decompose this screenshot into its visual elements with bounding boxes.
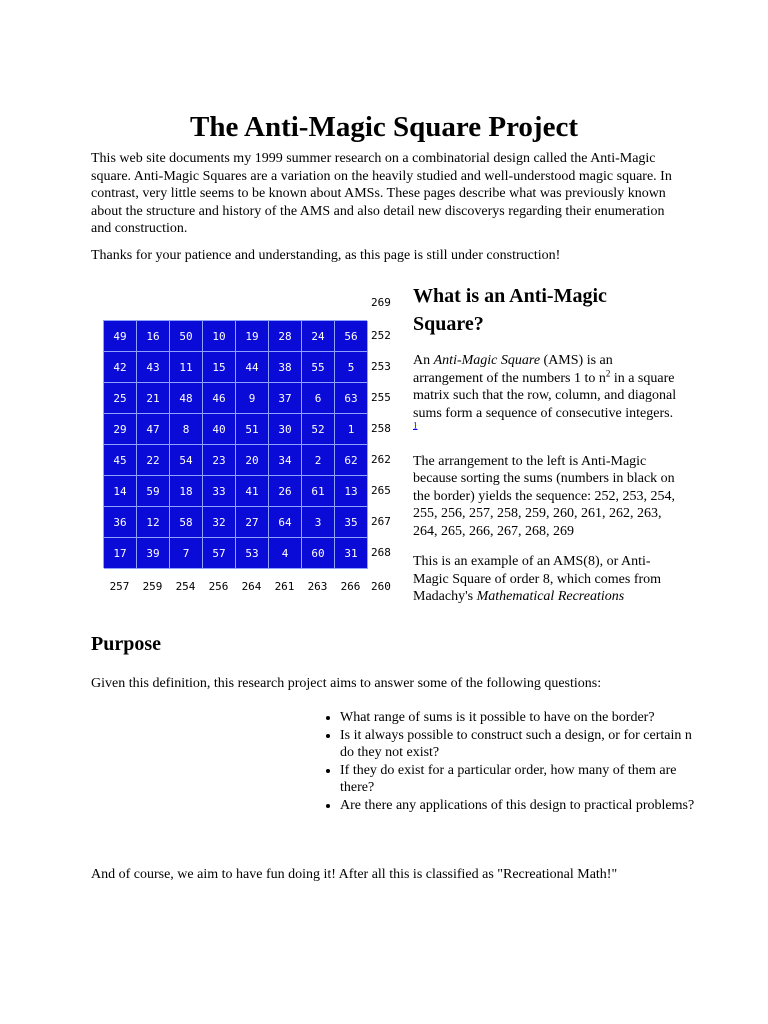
square-cell: 59 — [137, 476, 170, 507]
square-cell: 20 — [236, 445, 269, 476]
square-cell: 29 — [104, 414, 137, 445]
square-cell: 32 — [203, 507, 236, 538]
square-cell: 39 — [137, 538, 170, 569]
square-cell: 37 — [269, 383, 302, 414]
page-title: The Anti-Magic Square Project — [190, 111, 578, 144]
row-sum: 252 — [371, 329, 391, 342]
square-cell: 11 — [170, 352, 203, 383]
square-cell: 36 — [104, 507, 137, 538]
square-cell: 63 — [335, 383, 368, 414]
definition-paragraph: An Anti-Magic Square (AMS) is an arrangement of the numbers 1 to $n^2$ in a square matrix such that the row, column, and diagonal sums form a sequence of consecutive integers. $^1$ — [413, 353, 677, 431]
square-cell: 25 — [104, 383, 137, 414]
square-cell: 56 — [335, 321, 368, 352]
square-cell: 45 — [104, 445, 137, 476]
column-sum: 254 — [175, 580, 196, 593]
column-sum: 257 — [109, 580, 130, 593]
square-cell: 60 — [302, 538, 335, 569]
square-cell: 61 — [302, 476, 335, 507]
square-cell: 52 — [302, 414, 335, 445]
square-grid — [103, 320, 367, 568]
square-cell: 10 — [203, 321, 236, 352]
anti-magic-square — [103, 296, 403, 600]
column-sum: 261 — [274, 580, 295, 593]
questions-list — [316, 709, 700, 814]
square-cell: 18 — [170, 476, 203, 507]
square-cell: 23 — [203, 445, 236, 476]
question-item: • Are there any applications of this design to practical problems? — [340, 797, 700, 815]
square-cell: 16 — [137, 321, 170, 352]
square-cell: 44 — [236, 352, 269, 383]
question-item: • What range of sums is it possible to have on the border? — [340, 709, 700, 727]
square-cell: 43 — [137, 352, 170, 383]
square-cell: 47 — [137, 414, 170, 445]
row-sum: 268 — [371, 546, 391, 559]
square-cell: 40 — [203, 414, 236, 445]
column-sums — [103, 580, 404, 593]
column-sum: 266 — [340, 580, 361, 593]
square-cell: 9 — [236, 383, 269, 414]
question-item: • Is it always possible to construct such a design, or for certain n do they not exist? — [340, 727, 700, 762]
square-cell: 15 — [203, 352, 236, 383]
column-sum: 263 — [307, 580, 328, 593]
row-sums — [371, 320, 391, 568]
diagonal-sum-bottom: 260 — [371, 580, 391, 593]
square-cell: 51 — [236, 414, 269, 445]
square-cell: 8 — [170, 414, 203, 445]
square-cell: 28 — [269, 321, 302, 352]
row-sum: 258 — [371, 422, 391, 435]
square-cell: 50 — [170, 321, 203, 352]
square-cell: 48 — [170, 383, 203, 414]
square-cell: 33 — [203, 476, 236, 507]
column-sum: 264 — [241, 580, 262, 593]
row-sum: 265 — [371, 484, 391, 497]
square-cell: 46 — [203, 383, 236, 414]
square-cell: 26 — [269, 476, 302, 507]
square-cell: 27 — [236, 507, 269, 538]
what-is-heading: What is an Anti-Magic Square? — [413, 285, 607, 335]
square-cell: 14 — [104, 476, 137, 507]
square-cell: 62 — [335, 445, 368, 476]
square-cell: 57 — [203, 538, 236, 569]
square-cell: 17 — [104, 538, 137, 569]
square-cell: 53 — [236, 538, 269, 569]
row-sum: 253 — [371, 360, 391, 373]
footnote-link[interactable]: 1 — [413, 420, 418, 431]
what-is-section — [413, 282, 681, 619]
square-cell: 2 — [302, 445, 335, 476]
square-cell: 42 — [104, 352, 137, 383]
square-cell: 41 — [236, 476, 269, 507]
square-cell: 1 — [335, 414, 368, 445]
square-cell: 31 — [335, 538, 368, 569]
square-cell: 35 — [335, 507, 368, 538]
column-sum: 259 — [142, 580, 163, 593]
square-cell: 4 — [269, 538, 302, 569]
column-sum: 256 — [208, 580, 229, 593]
square-cell: 13 — [335, 476, 368, 507]
square-cell: 64 — [269, 507, 302, 538]
square-cell: 12 — [137, 507, 170, 538]
square-cell: 34 — [269, 445, 302, 476]
square-cell: 6 — [302, 383, 335, 414]
square-cell: 58 — [170, 507, 203, 538]
square-cell: 7 — [170, 538, 203, 569]
square-cell: 3 — [302, 507, 335, 538]
explanation-paragraph: The arrangement to the left is Anti-Magic because sorting the sums (numbers in black on the border) yields the sequence: 252, 253, 254, 255, 256, 257, 258, 259, 260, 261, 262, 263, 264, 265, 266, 267, 268, 269 — [413, 453, 676, 539]
closing-paragraph: And of course, we aim to have fun doing it! After all this is classified as "Recreational Math!" — [91, 867, 618, 882]
row-sum: 262 — [371, 453, 391, 466]
square-cell: 55 — [302, 352, 335, 383]
square-cell: 22 — [137, 445, 170, 476]
square-cell: 30 — [269, 414, 302, 445]
intro-paragraph: This web site documents my 1999 summer research on a combinatorial design called the Anti-Magic square. Anti-Magic Squares are a variation on the heavily studied and well-understood magic square. In contrast, very little seems to be known about AMSs. These pages describe what was previously known about the structure and history of the AMS and also detail new discoverys regarding their enumeration and construction. — [91, 151, 672, 236]
diagonal-sum-top: 269 — [371, 296, 391, 309]
thanks-paragraph: Thanks for your patience and understanding, as this page is still under construction! — [91, 248, 561, 263]
square-cell: 5 — [335, 352, 368, 383]
purpose-intro: Given this definition, this research project aims to answer some of the following questions: — [91, 676, 602, 691]
purpose-heading: Purpose — [91, 633, 161, 655]
example-paragraph: This is an example of an AMS(8), or Anti-Magic Square of order 8, which comes from Madachy's Mathematical Recreations — [413, 554, 662, 604]
square-cell: 49 — [104, 321, 137, 352]
square-cell: 24 — [302, 321, 335, 352]
square-cell: 38 — [269, 352, 302, 383]
square-cell: 19 — [236, 321, 269, 352]
square-cell: 21 — [137, 383, 170, 414]
question-item: • If they do exist for a particular order, how many of them are there? — [340, 762, 700, 797]
square-cell: 54 — [170, 445, 203, 476]
row-sum: 267 — [371, 515, 391, 528]
row-sum: 255 — [371, 391, 391, 404]
